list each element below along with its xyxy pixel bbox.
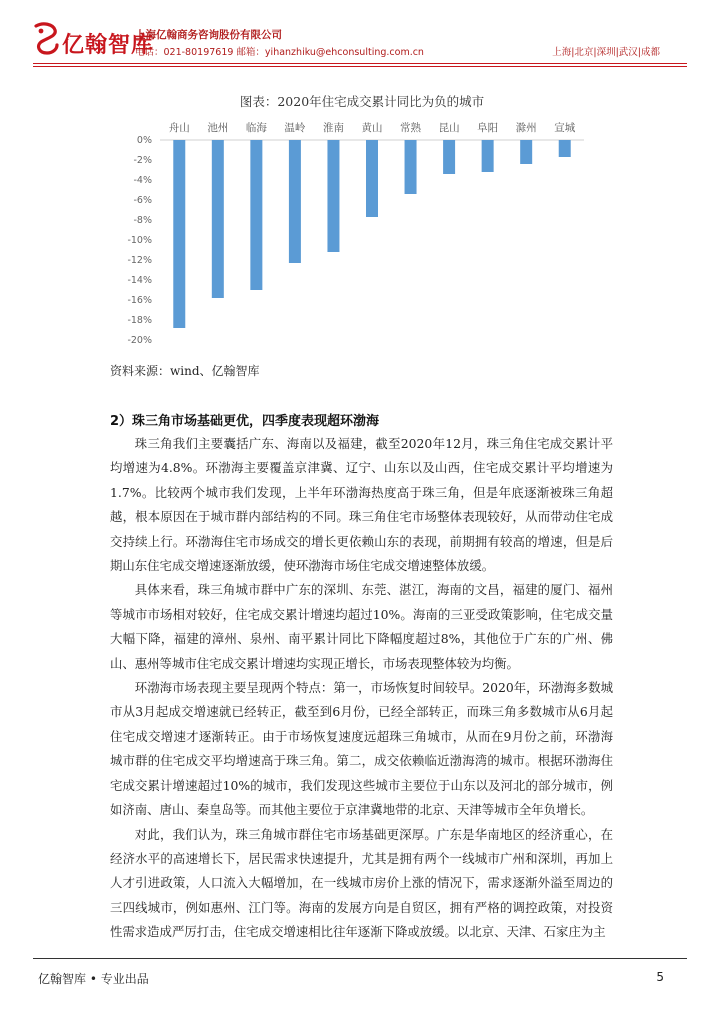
footer-divider [33,958,687,959]
paragraph-3: 环渤海市场表现主要呈现两个特点：第一，市场恢复时间较早。2020年，环渤海多数城市从3月起成交增速就已经转正，截至到6月份，已经全部转正，而珠三角多数城市从6月起住宅成交增速才逐渐转正。由于市场恢复速度远超珠三角城市，从而在9月份之前，环渤海城市群的住宅成交平均增速高于珠三角。第二，成交依赖临近渤海湾的城市。根据环渤海住宅成交累计增速超过10%的城市，我们发现这些城市主要位于山东以及河北的部分城市，例如济南、唐山、秦皇岛等。而其他主要位于京津冀地带的北京、天津等城市全年负增长。 [110,680,613,818]
y-tick-label: -10% [127,235,152,246]
header-divider-bottom [33,66,687,67]
category-label: 滁州 [515,122,537,134]
y-tick-label: -4% [133,175,152,186]
bar-宣城 [559,140,571,157]
bar-常熟 [405,140,417,194]
category-label: 舟山 [168,122,190,134]
bar-舟山 [173,140,185,328]
y-tick-label: 0% [136,135,152,146]
paragraph-2: 具体来看，珠三角城市群中广东的深圳、东莞、湛江，海南的文昌，福建的厦门、福州等城市市场相对较好，住宅成交累计增速均超过10%。海南的三亚受政策影响，住宅成交量大幅下降，福建的漳州、泉州、南平累计同比下降幅度超过8%，其他位于广东的广州、佛山、惠州等城市住宅成交累计增速均实现正增长，市场表现整体较为均衡。 [110,582,613,671]
y-tick-label: -8% [133,215,152,226]
category-label: 池州 [207,122,229,134]
category-label: 淮南 [322,122,344,134]
company-name: 上海亿翰商务咨询股份有限公司 [135,29,282,41]
bar-昆山 [443,140,455,174]
y-tick-label: -6% [133,195,152,206]
bar-温岭 [289,140,301,263]
bar-池州 [212,140,224,298]
y-tick-label: -16% [127,295,152,306]
category-label: 温岭 [284,122,306,134]
y-tick-label: -18% [127,315,152,326]
y-tick-label: -14% [127,275,152,286]
header-divider-top [33,63,687,64]
category-label: 常熟 [400,122,422,134]
paragraph-1: 珠三角我们主要囊括广东、海南以及福建，截至2020年12月，珠三角住宅成交累计平均增速为4.8%。环渤海主要覆盖京津冀、辽宁、山东以及山西，住宅成交累计平均增速为1.7%。比较两个城市我们发现，上半年环渤海热度高于珠三角，但是年底逐渐被珠三角超越，根本原因在于城市群内部结构的不同。珠三角住宅市场整体表现较好，从而带动住宅成交持续上行。环渤海住宅市场成交的增长更依赖山东的表现，前期拥有较高的增速，但是后期山东住宅成交增速逐渐放缓，使环渤海市场住宅成交增速整体放缓。 [110,436,613,574]
y-tick-label: -12% [127,255,152,266]
bar-chart [110,112,610,352]
section-body [110,432,613,945]
category-label: 阜阳 [477,122,499,134]
bar-黄山 [366,140,378,217]
section-title: 2）珠三角市场基础更优，四季度表现超环渤海 [110,414,380,429]
category-label: 临海 [245,122,267,134]
brand-name: 亿翰智库 [62,33,155,58]
contact-info: 电话：021-80197619 邮箱：yihanzhiku@ehconsulting.com.cn [135,47,424,58]
bar-滁州 [520,140,532,164]
category-label: 黄山 [361,122,383,134]
bar-临海 [250,140,262,290]
chart-source: 资料来源：wind、亿翰智库 [110,364,260,378]
category-label: 昆山 [438,122,460,134]
footer-tagline: 亿翰智库 • 专业出品 [38,972,149,986]
y-tick-label: -20% [127,335,152,346]
category-label: 宣城 [554,122,576,134]
paragraph-4: 对此，我们认为，珠三角城市群住宅市场基础更深厚。广东是华南地区的经济重心，在经济水平的高速增长下，居民需求快速提升，尤其是拥有两个一线城市广州和深圳，再加上人才引进政策，人口流入大幅增加，在一线城市房价上涨的情况下，需求逐渐外溢至周边的三四线城市，例如惠州、江门等。海南的发展方向是自贸区，拥有严格的调控政策，对投资性需求造成严厉打击，住宅成交增速相比往年逐渐下降或放缓。以北京、天津、石家庄为主 [110,826,613,940]
office-cities: 上海|北京|深圳|武汉|成都 [552,47,660,58]
brand-logo-icon [33,22,59,56]
page-number: 5 [656,970,664,984]
chart-title: 图表：2020年住宅成交累计同比为负的城市 [239,94,485,109]
y-tick-label: -2% [133,155,152,166]
bar-阜阳 [482,140,494,172]
bar-淮南 [327,140,339,252]
page-header [0,0,724,72]
